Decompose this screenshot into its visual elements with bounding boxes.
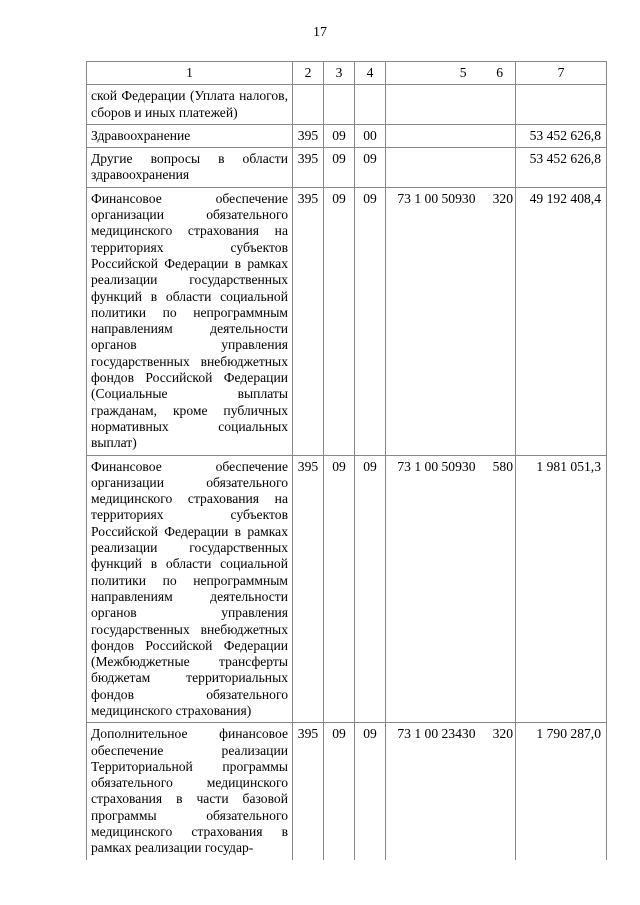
row-name: Финансовое обеспечение организации обязательного медицинского страхования на территориях субъектов Российской Федерации в рамках реализации государственных функций в области социальной политики по непрограммным направлениям деятельности органов управления государственных внебюджетных фондов Российской Федерации (Межбюджетные трансферты бюджетам территориальных фондов обязательного медицинского страхования) (87, 455, 293, 723)
row-grbs: 395 (293, 124, 324, 147)
column-header: 6 (479, 62, 516, 85)
row-grbs: 395 (293, 148, 324, 188)
column-header: 5 (386, 62, 479, 85)
column-header: 4 (355, 62, 386, 85)
table-header-row (87, 62, 607, 85)
column-header: 2 (293, 62, 324, 85)
table-row (87, 455, 607, 723)
row-grbs: 395 (293, 455, 324, 723)
row-section: 09 (324, 455, 355, 723)
row-amount: 1 790 287,0 (516, 723, 607, 860)
row-grbs: 395 (293, 723, 324, 860)
row-subsection: 09 (355, 187, 386, 455)
page-number: 17 (313, 25, 327, 40)
row-expense-type (479, 124, 516, 147)
row-expense-type: 320 (479, 187, 516, 455)
row-subsection: 09 (355, 148, 386, 188)
table-row (87, 85, 607, 125)
table-row (87, 124, 607, 147)
column-header: 1 (87, 62, 293, 85)
row-section: 09 (324, 723, 355, 860)
row-amount: 53 452 626,8 (516, 124, 607, 147)
row-section: 09 (324, 187, 355, 455)
row-grbs: 395 (293, 187, 324, 455)
row-section: 09 (324, 148, 355, 188)
row-subsection: 09 (355, 723, 386, 860)
row-target-item (386, 124, 479, 147)
row-section: 09 (324, 124, 355, 147)
row-subsection: 09 (355, 455, 386, 723)
table-row (87, 723, 607, 860)
row-amount: 49 192 408,4 (516, 187, 607, 455)
row-expense-type (479, 85, 516, 125)
row-amount (516, 85, 607, 125)
row-name: Другие вопросы в области здравоохранения (87, 148, 293, 188)
row-target-item (386, 148, 479, 188)
row-expense-type: 580 (479, 455, 516, 723)
table-row (87, 148, 607, 188)
row-name: Финансовое обеспечение организации обязательного медицинского страхования на территориях субъектов Российской Федерации в рамках реализации государственных функций в области социальной политики по непрограммным направлениям деятельности органов управления государственных внебюджетных фондов Российской Федерации (Социальные выплаты гражданам, кроме публичных нормативных социальных выплат) (87, 187, 293, 455)
row-amount: 1 981 051,3 (516, 455, 607, 723)
row-subsection: 00 (355, 124, 386, 147)
row-grbs (293, 85, 324, 125)
row-target-item: 73 1 00 50930 (386, 455, 479, 723)
row-name: Здравоохранение (87, 124, 293, 147)
row-name: ской Федерации (Уплата налогов, сборов и иных платежей) (87, 85, 293, 125)
column-header: 3 (324, 62, 355, 85)
row-target-item: 73 1 00 50930 (386, 187, 479, 455)
row-expense-type (479, 148, 516, 188)
column-header: 7 (516, 62, 607, 85)
row-expense-type: 320 (479, 723, 516, 860)
row-amount: 53 452 626,8 (516, 148, 607, 188)
row-name: Дополнительное финансовое обеспечение реализации Территориальной программы обязательного медицинского страхования в части базовой программы обязательного медицинского страхования в рамках реализации государ- (87, 723, 293, 860)
row-section (324, 85, 355, 125)
table-row (87, 187, 607, 455)
row-subsection (355, 85, 386, 125)
row-target-item: 73 1 00 23430 (386, 723, 479, 860)
budget-table (86, 61, 607, 860)
row-target-item (386, 85, 479, 125)
